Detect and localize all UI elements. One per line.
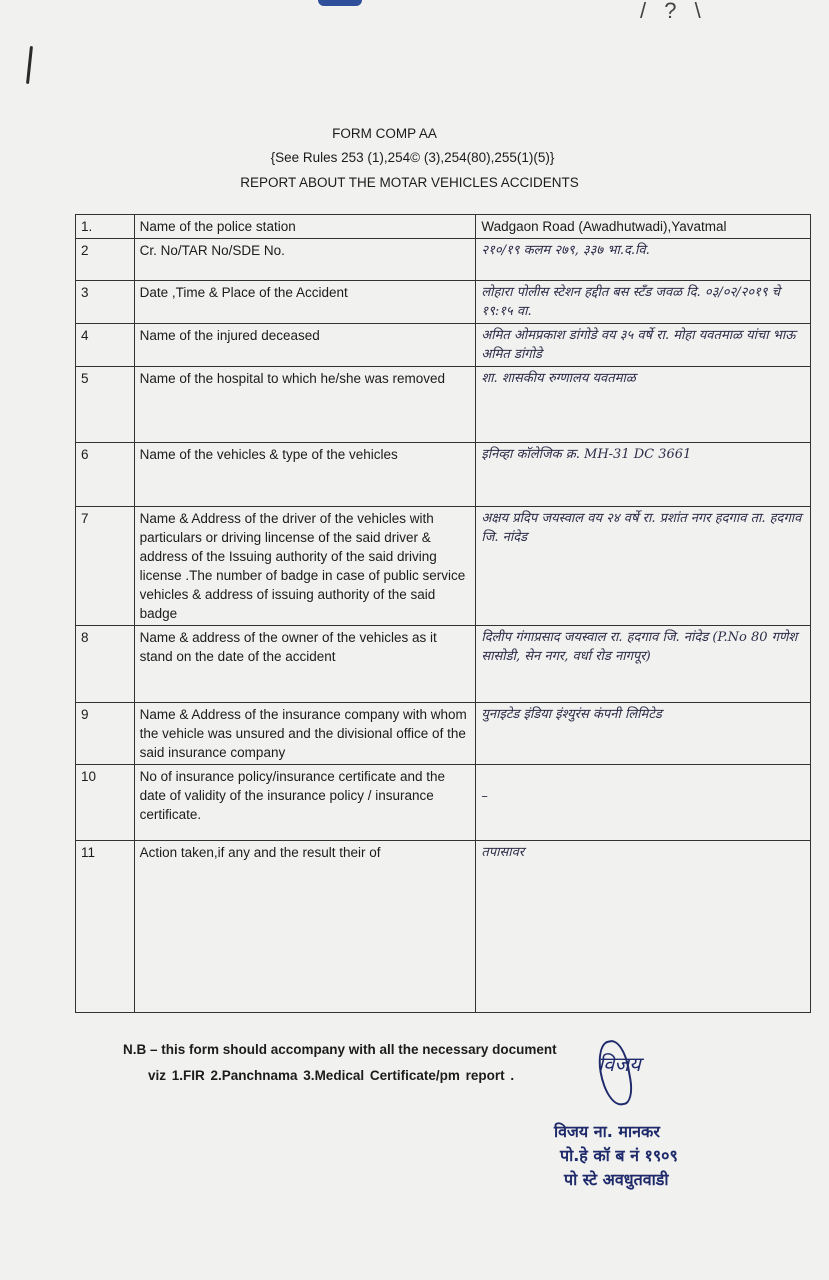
table-row bbox=[76, 507, 811, 626]
field-label: Cr. No/TAR No/SDE No. bbox=[134, 239, 476, 281]
nb-note-line-2: viz 1.FIR 2.Panchnama 3.Medical Certificate/pm report . bbox=[148, 1068, 515, 1083]
field-label: Name & Address of the driver of the vehicles with particulars or driving lincense of the said driver & address of the Issuing authority of the said driving license .The number of badge in case of public service vehicles & address of issuing authority of the said badge bbox=[134, 507, 476, 626]
table-row bbox=[76, 281, 811, 324]
field-value: दिलीप गंगाप्रसाद जयस्वाल रा. हदगाव जि. नांदेड (P.No 80 गणेश सासोडी, सेन नगर, वर्धा रोड नागपूर) bbox=[476, 626, 811, 703]
row-number: 3 bbox=[76, 281, 135, 324]
row-number: 10 bbox=[76, 765, 135, 841]
table-row bbox=[76, 626, 811, 703]
field-label: Name & Address of the insurance company with whom the vehicle was unsured and the divisional office of the said insurance company bbox=[134, 703, 476, 765]
form-title: FORM COMP AA bbox=[332, 126, 437, 141]
row-number: 1. bbox=[76, 215, 135, 239]
field-label: Date ,Time & Place of the Accident bbox=[134, 281, 476, 324]
row-number: 9 bbox=[76, 703, 135, 765]
row-number: 5 bbox=[76, 367, 135, 443]
field-label: Name of the injured deceased bbox=[134, 324, 476, 367]
field-label: Name of the police station bbox=[134, 215, 476, 239]
accident-report-table bbox=[75, 214, 811, 1013]
table-row bbox=[76, 239, 811, 281]
stamp-name: विजय ना. मानकर bbox=[554, 1122, 660, 1141]
stamp-station: पो स्टे अवधुतवाडी bbox=[564, 1170, 669, 1189]
field-value: अक्षय प्रदिप जयस्वाल वय २४ वर्षे रा. प्रशांत नगर हदगाव ता. हदगाव जि. नांदेड bbox=[476, 507, 811, 626]
field-value: लोहारा पोलीस स्टेशन हद्दीत बस स्टँड जवळ दि. ०३/०२/२०१९ चे १९:१५ वा. bbox=[476, 281, 811, 324]
row-number: 6 bbox=[76, 443, 135, 507]
field-label: Name & address of the owner of the vehicles as it stand on the date of the accident bbox=[134, 626, 476, 703]
field-value: – bbox=[476, 765, 811, 841]
field-value: इनिव्हा कॉलेजिक क्र. MH-31 DC 3661 bbox=[476, 443, 811, 507]
field-value: अमित ओमप्रकाश डांगोडे वय ३५ वर्षे रा. मोहा यवतमाळ यांचा भाऊ अमित डांगोडे bbox=[476, 324, 811, 367]
margin-mark bbox=[26, 46, 33, 84]
field-value: तपासावर bbox=[476, 841, 811, 1013]
field-value: २१०/१९ कलम २७९, ३३७ भा.द.वि. bbox=[476, 239, 811, 281]
field-label: Action taken,if any and the result their of bbox=[134, 841, 476, 1013]
field-value: शा. शासकीय रुग्णालय यवतमाळ bbox=[476, 367, 811, 443]
row-number: 7 bbox=[76, 507, 135, 626]
top-edge-mark bbox=[318, 0, 362, 6]
table-row bbox=[76, 765, 811, 841]
table-row bbox=[76, 324, 811, 367]
row-number: 8 bbox=[76, 626, 135, 703]
table-row bbox=[76, 367, 811, 443]
rules-reference: {See Rules 253 (1),254© (3),254(80),255(1)(5)} bbox=[270, 150, 555, 165]
table-row bbox=[76, 841, 811, 1013]
nb-note-line-1: N.B – this form should accompany with all the necessary document bbox=[123, 1042, 557, 1057]
stamp-designation: पो.हे कॉ ब नं १९०९ bbox=[560, 1146, 678, 1165]
field-value: युनाइटेड इंडिया इंश्युरंस कंपनी लिमिटेड bbox=[476, 703, 811, 765]
field-value: Wadgaon Road (Awadhutwadi),Yavatmal bbox=[476, 215, 811, 239]
row-number: 11 bbox=[76, 841, 135, 1013]
signature: विजय bbox=[598, 1052, 641, 1076]
field-label: Name of the hospital to which he/she was removed bbox=[134, 367, 476, 443]
officer-stamp bbox=[552, 1040, 752, 1190]
table-row bbox=[76, 215, 811, 239]
top-scribble: / ? \ bbox=[640, 0, 707, 23]
row-number: 2 bbox=[76, 239, 135, 281]
table-row bbox=[76, 703, 811, 765]
field-label: Name of the vehicles & type of the vehicles bbox=[134, 443, 476, 507]
field-label: No of insurance policy/insurance certificate and the date of validity of the insurance policy / insurance certificate. bbox=[134, 765, 476, 841]
table-row bbox=[76, 443, 811, 507]
report-title: REPORT ABOUT THE MOTAR VEHICLES ACCIDENTS bbox=[240, 175, 579, 190]
row-number: 4 bbox=[76, 324, 135, 367]
